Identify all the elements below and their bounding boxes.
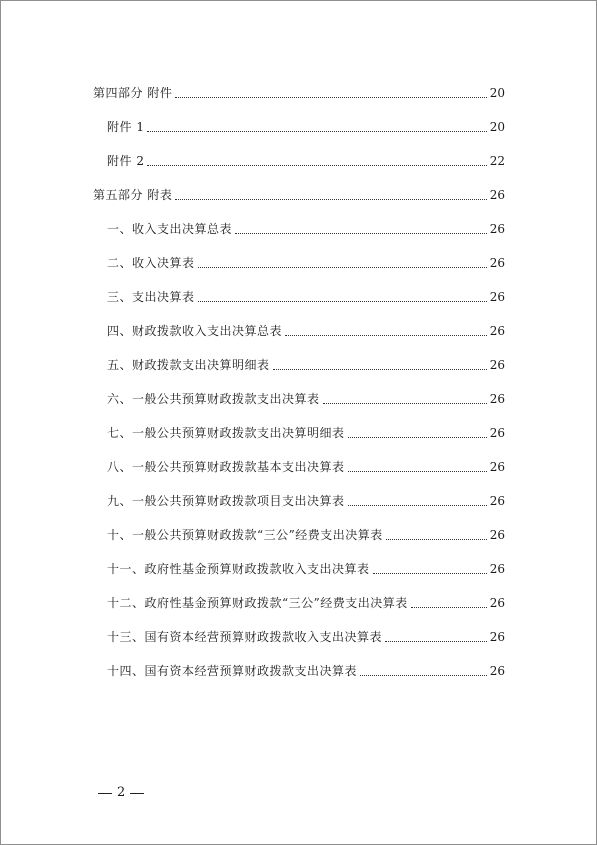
toc-entry-page: 26 — [489, 188, 505, 202]
toc-dot-leader — [348, 437, 487, 438]
toc-entry-title: 十二、政府性基金预算财政拨款“三公”经费支出决算表 — [107, 596, 408, 610]
page-footer — [93, 785, 149, 801]
toc-entry-page: 26 — [489, 596, 505, 610]
toc-dot-leader — [147, 131, 486, 132]
toc-dot-leader — [147, 165, 486, 166]
toc-entry-page: 26 — [489, 562, 505, 576]
toc-entry — [107, 255, 505, 271]
toc-dot-leader — [385, 641, 487, 642]
toc-entry-page: 26 — [489, 392, 505, 406]
toc-dot-leader — [175, 97, 486, 98]
toc-entry-title: 六、一般公共预算财政拨款支出决算表 — [107, 392, 320, 406]
toc-entry-page: 20 — [489, 86, 505, 100]
toc-entry — [107, 153, 505, 169]
toc-entry — [107, 357, 505, 373]
toc-entry-page: 26 — [489, 256, 505, 270]
toc-entry — [107, 629, 505, 645]
toc-dot-leader — [348, 471, 487, 472]
page-number: 2 — [117, 785, 126, 800]
toc-entry-title: 一、收入支出决算总表 — [107, 222, 233, 236]
toc-entry-page: 26 — [489, 290, 505, 304]
toc-entry-title: 第五部分 附表 — [93, 188, 173, 202]
toc-entry-page: 26 — [489, 324, 505, 338]
toc-entry-title: 十四、国有资本经营预算财政拨款支出决算表 — [107, 664, 358, 678]
toc-entry-title: 五、财政拨款支出决算明细表 — [107, 358, 270, 372]
toc-entry-page: 26 — [489, 630, 505, 644]
toc-entry-page: 26 — [489, 664, 505, 678]
toc-entry — [107, 289, 505, 305]
toc-dot-leader — [273, 369, 487, 370]
footer-dash-left — [98, 793, 112, 794]
toc-entry-page: 26 — [489, 528, 505, 542]
toc-entry — [107, 323, 505, 339]
toc-entry-page: 26 — [489, 222, 505, 236]
toc-entry-page: 22 — [489, 154, 505, 168]
toc-dot-leader — [175, 199, 486, 200]
toc-dot-leader — [198, 267, 487, 268]
toc-entry-title: 四、财政拨款收入支出决算总表 — [107, 324, 283, 338]
toc-entry — [107, 493, 505, 509]
toc-entry-title: 附件 2 — [107, 154, 145, 168]
toc-entry-page: 20 — [489, 120, 505, 134]
toc-entry-title: 三、支出决算表 — [107, 290, 195, 304]
toc-dot-leader — [323, 403, 487, 404]
toc-entry — [107, 119, 505, 135]
toc-dot-leader — [360, 675, 487, 676]
toc-entry-title: 九、一般公共预算财政拨款项目支出决算表 — [107, 494, 345, 508]
toc-entry-title: 附件 1 — [107, 120, 145, 134]
toc-entry — [107, 221, 505, 237]
toc-dot-leader — [348, 505, 487, 506]
toc-dot-leader — [386, 539, 487, 540]
toc-entry-title: 八、一般公共预算财政拨款基本支出决算表 — [107, 460, 345, 474]
toc-entry-title: 二、收入决算表 — [107, 256, 195, 270]
toc-entry-title: 十一、政府性基金预算财政拨款收入支出决算表 — [107, 562, 370, 576]
toc-entry — [93, 85, 505, 101]
toc-entry — [107, 425, 505, 441]
toc-entry-page: 26 — [489, 460, 505, 474]
toc-entry-page: 26 — [489, 358, 505, 372]
toc-entry — [107, 527, 505, 543]
toc-dot-leader — [198, 301, 487, 302]
toc-entry — [107, 663, 505, 679]
toc-entry-page: 26 — [489, 494, 505, 508]
toc-entry — [93, 187, 505, 203]
toc-dot-leader — [411, 607, 487, 608]
toc-entry-title: 七、一般公共预算财政拨款支出决算明细表 — [107, 426, 345, 440]
toc-entry — [107, 595, 505, 611]
toc-entry-page: 26 — [489, 426, 505, 440]
toc-entry — [107, 391, 505, 407]
toc-entry — [107, 561, 505, 577]
toc-dot-leader — [235, 233, 487, 234]
toc-entry-title: 十、一般公共预算财政拨款“三公”经费支出决算表 — [107, 528, 383, 542]
toc-dot-leader — [373, 573, 487, 574]
toc-entry-title: 十三、国有资本经营预算财政拨款收入支出决算表 — [107, 630, 383, 644]
footer-dash-right — [130, 793, 144, 794]
toc-dot-leader — [285, 335, 487, 336]
toc-entry — [107, 459, 505, 475]
toc-entry-title: 第四部分 附件 — [93, 86, 173, 100]
